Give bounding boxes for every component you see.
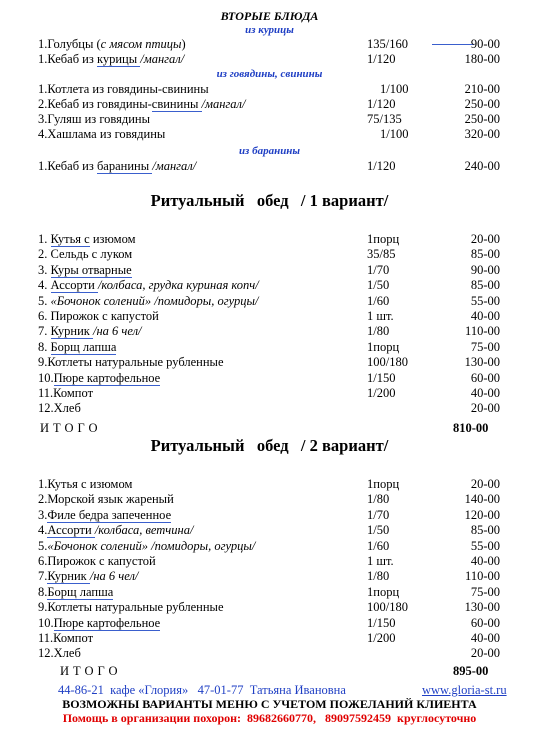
menu-row: 7.Курник /на 6 чел/ 1/80 110-00 bbox=[38, 569, 500, 584]
menu-row: 10.Пюре картофельное 1/150 60-00 bbox=[38, 615, 500, 630]
menu-row: 2. Сельдь с луком 35/85 85-00 bbox=[38, 247, 500, 262]
menu-row: 11.Компот 1/200 40-00 bbox=[38, 386, 500, 400]
ritual1-total-label: ИТОГО bbox=[40, 421, 102, 435]
menu-row: 3.Гуляш из говядины 75/135 250-00 bbox=[38, 112, 500, 126]
website-link[interactable]: www.gloria-st.ru bbox=[422, 683, 507, 697]
menu-row: 1.Кебаб из курицы /мангал/ 1/120 180-00 bbox=[38, 52, 500, 66]
menu-row: 8.Борщ лапша 1порц 75-00 bbox=[38, 584, 500, 599]
menu-row: 8. Борщ лапша 1порц 75-00 bbox=[38, 339, 500, 354]
menu-row: 5.«Бочонок солений» /помидоры, огурцы/ 1/60 55-00 bbox=[38, 538, 500, 553]
ritual2-heading: Ритуальный обед / 2 вариант/ bbox=[150, 436, 389, 455]
menu-row: 7. Курник /на 6 чел/ 1/80 110-00 bbox=[38, 324, 500, 339]
ritual1-total: 810-00 bbox=[453, 421, 489, 435]
menu-row: 1.Кутья с изюмом 1порц 20-00 bbox=[38, 477, 500, 491]
ritual2-total: 895-00 bbox=[453, 664, 489, 678]
menu-row: 12.Хлеб 20-00 bbox=[38, 646, 500, 661]
section-chicken: из курицы bbox=[245, 24, 294, 36]
menu-row: 9.Котлеты натуральные рубленные 100/180 130-00 bbox=[38, 355, 500, 370]
menu-row: 2.Кебаб из говядины-свинины /мангал/ 1/120 250-00 bbox=[38, 97, 500, 111]
ritual2-total-label: ИТОГО bbox=[60, 664, 122, 678]
page-title: ВТОРЫЕ БЛЮДА bbox=[220, 9, 319, 23]
menu-row: 1.Кебаб из баранины /мангал/ 1/120 240-00 bbox=[38, 159, 500, 173]
variants-note: ВОЗМОЖНЫ ВАРИАНТЫ МЕНЮ С УЧЕТОМ ПОЖЕЛАНИЙ КЛИЕНТА bbox=[62, 697, 477, 711]
menu-row: 1.Голубцы (с мясом птицы) 135/160 90-00 bbox=[38, 37, 500, 51]
menu-row: 4. Ассорти /колбаса, грудка куриная копч/ 1/50 85-00 bbox=[38, 278, 500, 293]
menu-row: 6.Пирожок с капустой 1 шт. 40-00 bbox=[38, 554, 500, 568]
menu-row: 9.Котлеты натуральные рубленные 100/180 130-00 bbox=[38, 600, 500, 615]
menu-row: 12.Хлеб 20-00 bbox=[38, 401, 500, 416]
section-lamb: из баранины bbox=[238, 145, 301, 157]
contacts-line: 44-86-21 кафе «Глория» 47-01-77 Татьяна Ивановна bbox=[58, 683, 346, 697]
help-line: Помощь в организации похорон: 89682660770, 89097592459 круглосуточно bbox=[62, 711, 477, 725]
menu-row: 2.Морской язык жареный 1/80 140-00 bbox=[38, 492, 500, 507]
menu-row: 11.Компот 1/200 40-00 bbox=[38, 631, 500, 645]
menu-row: 3.Филе бедра запеченное 1/70 120-00 bbox=[38, 507, 500, 522]
menu-row: 1. Кутья с изюмом 1порц 20-00 bbox=[38, 232, 500, 246]
menu-row: 5. «Бочонок солений» /помидоры, огурцы/ 1/60 55-00 bbox=[38, 293, 500, 308]
section-beef-pork: из говядины, свинины bbox=[216, 68, 323, 80]
menu-row: 6. Пирожок с капустой 1 шт. 40-00 bbox=[38, 309, 500, 323]
menu-row: 4.Хашлама из говядины 1/100 320-00 bbox=[38, 127, 500, 141]
menu-row: 4.Ассорти /колбаса, ветчина/ 1/50 85-00 bbox=[38, 523, 500, 538]
menu-row: 10.Пюре картофельное 1/150 60-00 bbox=[38, 370, 500, 385]
menu-row: 3. Куры отварные 1/70 90-00 bbox=[38, 262, 500, 277]
menu-row: 1.Котлета из говядины-свинины 1/100 210-00 bbox=[38, 82, 500, 96]
ritual1-heading: Ритуальный обед / 1 вариант/ bbox=[150, 191, 389, 210]
